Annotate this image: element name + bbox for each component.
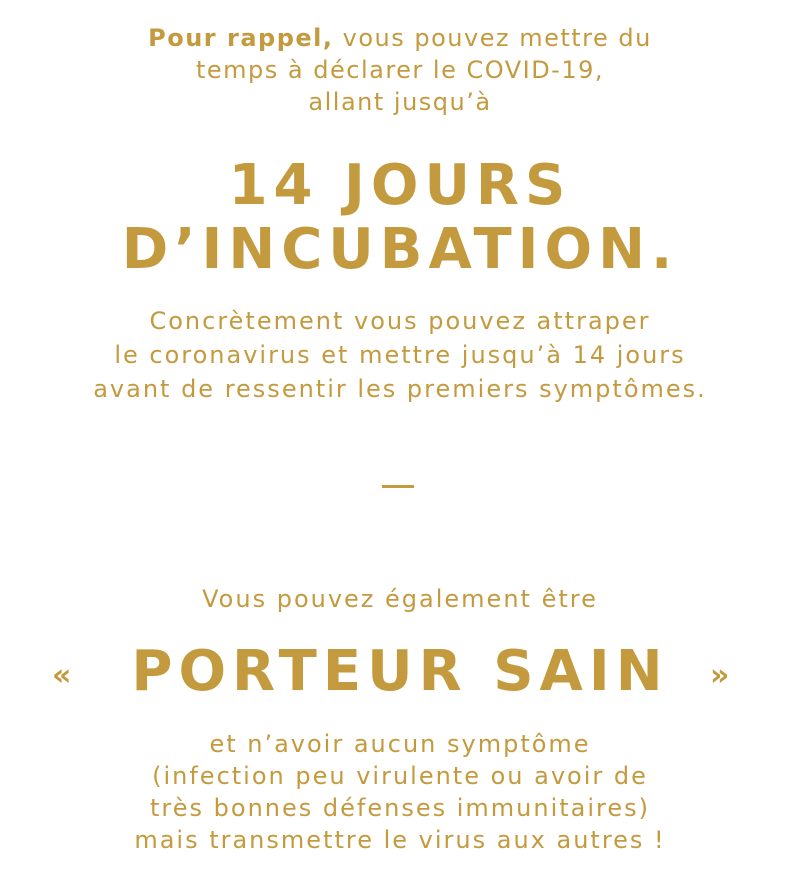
explanation-line-2: le coronavirus et mettre jusqu’à 14 jours xyxy=(114,341,686,369)
headline-line-1: 14 JOURS xyxy=(228,153,572,218)
intro-line-1-rest: vous pouvez mettre du xyxy=(333,24,652,52)
incubation-headline xyxy=(0,154,800,282)
explanation-line-1: Concrètement vous pouvez attraper xyxy=(149,307,651,335)
explanation-line-3: avant de ressentir les premiers symptômes. xyxy=(93,375,707,403)
intro-text xyxy=(0,22,800,118)
final-line-4: mais transmettre le virus aux autres ! xyxy=(134,826,666,854)
carrier-headline xyxy=(0,637,800,707)
carrier-label: PORTEUR SAIN xyxy=(131,639,669,704)
also-line: Vous pouvez également être xyxy=(202,585,598,613)
final-line-2: (infection peu virulente ou avoir de xyxy=(152,762,648,790)
final-text xyxy=(0,728,800,856)
explanation-text xyxy=(0,304,800,406)
final-line-3: très bonnes défenses immunitaires) xyxy=(150,794,650,822)
open-quote: « xyxy=(52,658,72,693)
intro-line-2: temps à déclarer le COVID-19, xyxy=(195,56,605,84)
also-text xyxy=(0,583,800,615)
intro-lead: Pour rappel, xyxy=(148,24,334,52)
intro-line-3: allant jusqu’à xyxy=(308,88,492,116)
headline-line-2: D’INCUBATION. xyxy=(121,217,679,282)
final-line-1: et n’avoir aucun symptôme xyxy=(209,730,591,758)
intro-line-1 xyxy=(0,22,800,54)
section-divider xyxy=(382,485,414,488)
close-quote: » xyxy=(710,658,730,693)
